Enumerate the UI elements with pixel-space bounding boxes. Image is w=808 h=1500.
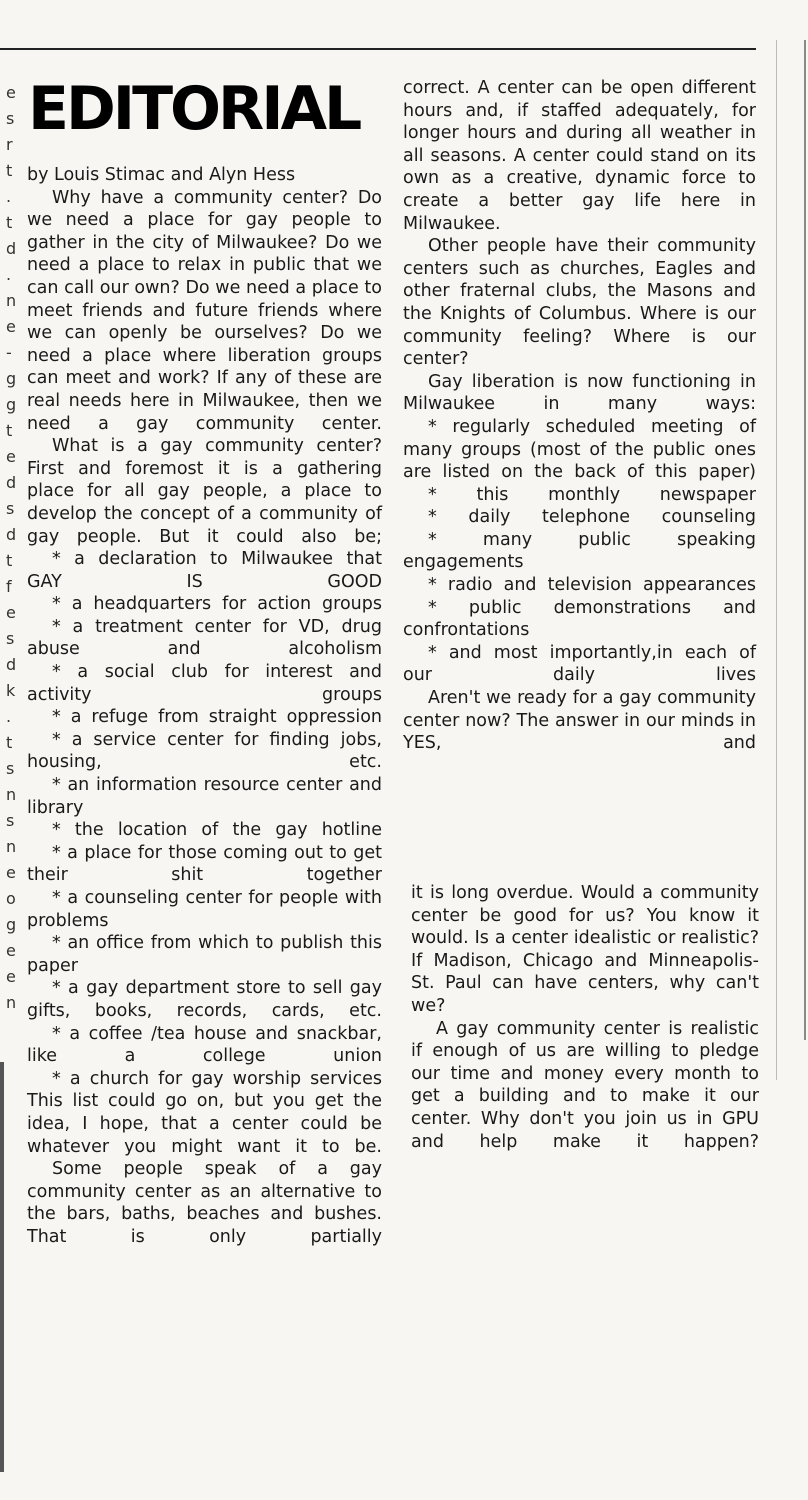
edge-fragment: o bbox=[6, 889, 16, 908]
list-item: * many public speaking engagements bbox=[403, 529, 756, 573]
edge-fragment: d bbox=[6, 473, 17, 492]
paragraph: Other people have their community centers such as churches, Eagles and other fraternal clubs, the Masons and the Knights of Columbus. Where is our community feeling? Where is our center? bbox=[403, 236, 756, 370]
edge-fragment: n bbox=[6, 993, 17, 1012]
edge-fragment: . bbox=[6, 707, 12, 726]
list-item: * and most importantly,in each of our daily lives bbox=[403, 642, 756, 686]
paragraph: correct. A center can be open different hours and, if staffed adequately, for longer hours and during all weather in all seasons. A center could stand on its own as a creative, dynamic force to create a better gay life here in Milwaukee. bbox=[403, 78, 756, 234]
paragraph: Aren't we ready for a gay community center now? The answer in our minds in YES, and bbox=[403, 688, 756, 754]
list-item: * a church for gay worship services bbox=[52, 1068, 382, 1089]
edge-fragment: e bbox=[6, 447, 16, 466]
column-3 bbox=[411, 882, 759, 1153]
edge-fragment: g bbox=[6, 395, 17, 414]
list-item: * a gay department store to sell gay gifts, books, records, cards, etc. bbox=[27, 978, 382, 1021]
paragraph: What is a gay community center? First and foremost it is a gathering place for all gay people, a place to develop the concept of a community of gay people. But it could also be; bbox=[27, 436, 382, 547]
top-rule bbox=[0, 48, 756, 50]
left-edge-fragments bbox=[6, 80, 17, 1480]
paragraph: it is long overdue. Would a community center be good for us? You know it would. Is a center idealistic or realistic? If Madison, Chicago and Minneapolis-St. Paul can have centers, why can't we? bbox=[411, 883, 759, 1016]
edge-fragment: . bbox=[6, 187, 12, 206]
edge-fragment: k bbox=[6, 681, 16, 700]
edge-fragment: s bbox=[6, 499, 15, 518]
edge-fragment: f bbox=[6, 577, 12, 596]
list-item: * daily telephone counseling bbox=[428, 507, 756, 528]
list-item: * a social club for interest and activity groups bbox=[27, 662, 382, 705]
column-1 bbox=[27, 164, 382, 1249]
edge-fragment: r bbox=[6, 135, 13, 154]
list-item: * the location of the gay hotline bbox=[52, 820, 382, 841]
column-2 bbox=[403, 77, 756, 755]
edge-fragment: . bbox=[6, 265, 12, 284]
list-item: * a treatment center for VD, drug abuse and alcoholism bbox=[27, 616, 382, 660]
edge-fragment: t bbox=[6, 551, 13, 570]
list-item: * a headquarters for action groups bbox=[52, 594, 382, 615]
edge-fragment: e bbox=[6, 317, 16, 336]
paragraph: This list could go on, but you get the idea, I hope, that a center could be whatever you might want it to be. bbox=[27, 1091, 382, 1157]
edge-fragment: s bbox=[6, 109, 15, 128]
editorial-masthead: EDITORIAL bbox=[28, 74, 360, 144]
list bbox=[403, 416, 756, 687]
edge-fragment: d bbox=[6, 525, 17, 544]
edge-fragment: g bbox=[6, 915, 17, 934]
list-item: * a counseling center for people with problems bbox=[27, 888, 382, 931]
edge-fragment: t bbox=[6, 161, 13, 180]
list-item: * regularly scheduled meeting of many groups (most of the public ones are listed on the back of this paper) bbox=[403, 416, 756, 483]
edge-fragment: d bbox=[6, 239, 17, 258]
edge-fragment: t bbox=[6, 213, 13, 232]
edge-fragment: s bbox=[6, 759, 15, 778]
edge-fragment: d bbox=[6, 655, 17, 674]
edge-fragment: s bbox=[6, 811, 15, 830]
edge-fragment: e bbox=[6, 941, 16, 960]
list-item: * a service center for finding jobs, housing, etc. bbox=[27, 729, 382, 773]
paragraph: A gay community center is realistic if enough of us are willing to pledge our time and money every month to get a building and to make it our center. Why don't you join us in GPU and help make it happen? bbox=[411, 1018, 759, 1152]
list-item: * public demonstrations and confrontations bbox=[403, 597, 756, 641]
paragraph: Why have a community center? Do we need a place for gay people to gather in the city of Milwaukee? Do we need a place to relax in public that we can call our own? Do we need a place to meet friends and future friends where we can openly be ourselves? Do we need a place where liberation groups can meet and work? If any of these are real needs here in Milwaukee, then we need a gay community center. bbox=[27, 187, 382, 434]
edge-fragment: e bbox=[6, 603, 16, 622]
edge-fragment: t bbox=[6, 733, 13, 752]
edge-fragment: s bbox=[6, 629, 15, 648]
edge-fragment: g bbox=[6, 369, 17, 388]
edge-fragment: - bbox=[6, 343, 12, 362]
left-margin-bar bbox=[0, 1062, 4, 1472]
list-item: * a refuge from straight oppression bbox=[52, 707, 382, 728]
paragraph: Gay liberation is now functioning in Milwaukee in many ways: bbox=[403, 371, 756, 415]
list-item: * a place for those coming out to get their shit together bbox=[27, 842, 382, 886]
edge-fragment: n bbox=[6, 837, 17, 856]
edge-fragment: e bbox=[6, 863, 16, 882]
list-item: * a coffee /tea house and snackbar, like a college union bbox=[27, 1023, 382, 1067]
edge-fragment: n bbox=[6, 785, 17, 804]
list-item: * a declaration to Milwaukee that GAY IS GOOD bbox=[27, 549, 382, 592]
list-item: * radio and television appearances bbox=[428, 575, 756, 596]
edge-fragment: n bbox=[6, 291, 17, 310]
byline: by Louis Stimac and Alyn Hess bbox=[27, 165, 296, 185]
edge-fragment: t bbox=[6, 421, 13, 440]
paragraph: Some people speak of a gay community center as an alternative to the bars, baths, beaches and bushes. That is only partially bbox=[27, 1159, 382, 1247]
edge-fragment: e bbox=[6, 967, 16, 986]
list bbox=[27, 548, 382, 1090]
list-item: * this monthly newspaper bbox=[428, 484, 756, 505]
list-item: * an office from which to publish this paper bbox=[27, 933, 382, 976]
right-edge-fragment bbox=[776, 40, 808, 1080]
edge-fragment: e bbox=[6, 83, 16, 102]
list-item: * an information resource center and library bbox=[27, 775, 382, 818]
right-edge-line bbox=[804, 40, 806, 1040]
